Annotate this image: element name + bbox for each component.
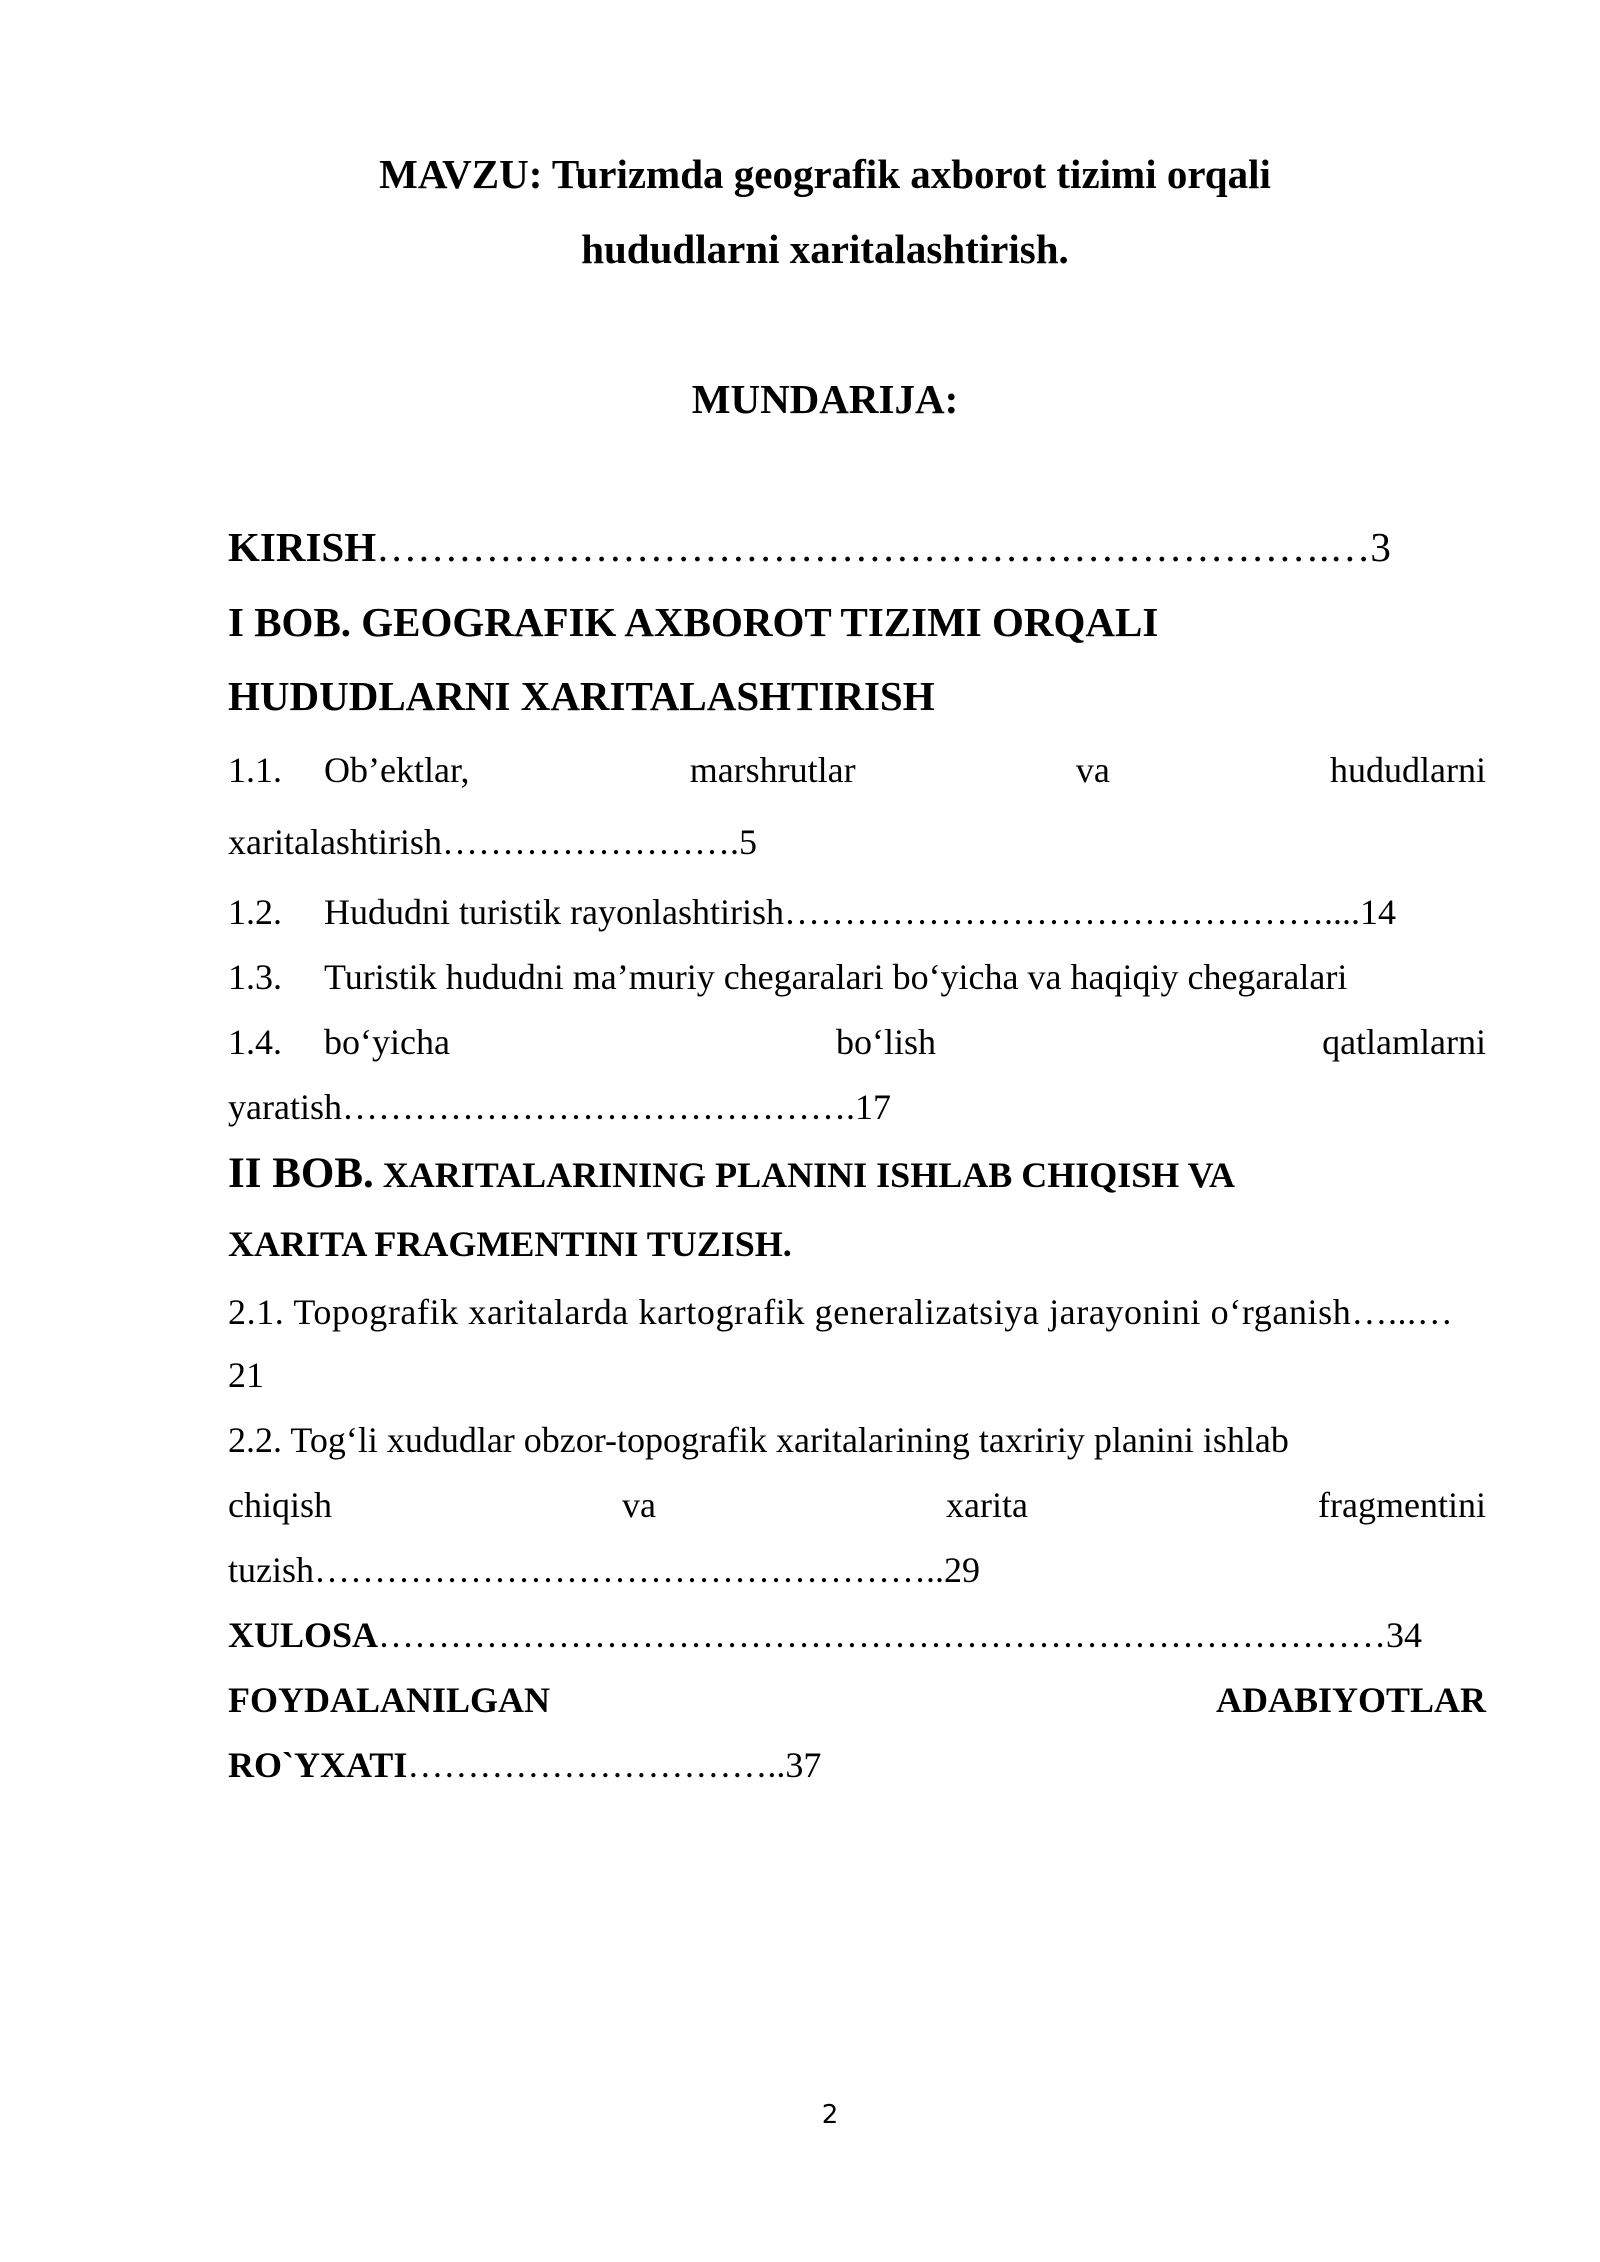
toc-1-2-leader: ………………………………………....	[783, 892, 1360, 932]
toc-1-4-continued-text: yaratish	[228, 1087, 342, 1127]
toc-1-1-page: 5	[738, 822, 757, 862]
toc-entry-xulosa	[228, 1613, 1486, 1657]
toc-1-4-leader: …………………………………….	[341, 1087, 855, 1127]
toc-entry-2-2-continued	[228, 1548, 1486, 1592]
toc-2-2-word: fragmentini	[1318, 1485, 1486, 1525]
toc-chapter-2-line-2: XARITA FRAGMENTINI TUZISH.	[228, 1224, 792, 1264]
toc-2-2-word: xarita	[946, 1485, 1028, 1525]
toc-entry-references	[228, 1678, 1486, 1722]
toc-entry-1-4	[228, 1020, 1486, 1064]
toc-entry-1-3	[228, 955, 1486, 999]
toc-entry-kirish	[228, 525, 1486, 571]
toc-xulosa-leader: …………………………………………………………………………	[378, 1615, 1387, 1655]
toc-chapter-2-prefix: II BOB.	[228, 1150, 374, 1197]
toc-entry-1-1	[228, 748, 1486, 792]
toc-2-2-continued-text: tuzish	[228, 1550, 314, 1590]
title-line-1: MAVZU: Turizmda geografik axborot tizimi orqali	[379, 151, 1271, 197]
toc-entry-1-4-continued	[228, 1085, 1486, 1129]
toc-1-4-word: qatlamlarni	[1322, 1022, 1486, 1062]
toc-1-1-word: Ob’ektlar,	[324, 750, 470, 790]
toc-references-word: ADABIYOTLAR	[1215, 1680, 1486, 1720]
title-line-2: hududlarni xaritalashtirish.	[581, 226, 1069, 272]
toc-1-2-page: 14	[1359, 892, 1396, 932]
toc-chapter-1-line-1: I BOB. GEOGRAFIK AXBOROT TIZIMI ORQALI	[228, 599, 1159, 645]
toc-chapter-2-title: XARITALARINING PLANINI ISHLAB CHIQISH VA	[382, 1155, 1235, 1195]
toc-1-1-number: 1.1.	[228, 750, 282, 790]
toc-entry-references-continued	[228, 1743, 1486, 1787]
toc-2-2-word: chiqish	[228, 1485, 332, 1525]
toc-references-leader: …………………………..	[407, 1745, 786, 1785]
toc-2-2-page: 29	[944, 1550, 980, 1590]
toc-1-2-text: Hududni turistik rayonlashtirish	[324, 892, 784, 932]
toc-1-1-word: marshrutlar	[689, 750, 856, 790]
toc-1-1-leader: …………………….	[441, 822, 739, 862]
contents-heading: MUNDARIJA:	[691, 376, 959, 422]
toc-1-1-word: hududlarni	[1329, 750, 1486, 790]
toc-entry-1-2	[228, 890, 1486, 934]
toc-kirish-leader: …………………………………………………………….…	[376, 524, 1371, 570]
toc-xulosa-label: XULOSA	[228, 1615, 379, 1655]
toc-kirish-label: KIRISH	[228, 524, 377, 570]
toc-chapter-2-line-1	[228, 1152, 1486, 1197]
toc-entry-1-1-continued	[228, 820, 1486, 864]
toc-1-2-number: 1.2.	[228, 892, 282, 932]
toc-1-3-number: 1.3.	[228, 957, 282, 997]
toc-1-4-word: bo‘yicha	[324, 1022, 450, 1062]
toc-1-4-page: 17	[854, 1087, 891, 1127]
toc-references-page: 37	[785, 1745, 822, 1785]
toc-xulosa-page: 34	[1386, 1615, 1423, 1655]
toc-1-1-continued-text: xaritalashtirish	[228, 822, 442, 862]
toc-1-3-text: Turistik hududni ma’muriy chegaralari bo‘yicha va haqiqiy chegaralari	[324, 957, 1348, 997]
toc-2-1-page: 21	[228, 1355, 264, 1395]
toc-2-2-leader: ……………………………………………..	[314, 1550, 944, 1590]
toc-1-4-word: bo‘lish	[836, 1022, 937, 1062]
toc-kirish-page: 3	[1370, 524, 1391, 570]
toc-1-4-number: 1.4.	[228, 1022, 282, 1062]
toc-references-line-2: RO`YXATI	[228, 1745, 408, 1785]
toc-chapter-1-line-2: HUDUDLARNI XARITALASHTIRISH	[228, 673, 935, 719]
toc-entry-2-1: 2.1. Topografik xaritalarda kartografik generalizatsiya jarayonini o‘rganish…...…	[228, 1292, 1454, 1332]
toc-references-word: FOYDALANILGAN	[228, 1680, 551, 1720]
page-number: 2	[821, 2100, 839, 2130]
toc-entry-2-2-line-2	[228, 1483, 1486, 1527]
toc-entry-2-2: 2.2. Tog‘li xududlar obzor-topografik xaritalarining taxririy planini ishlab	[228, 1420, 1289, 1460]
toc-2-2-word: va	[622, 1485, 657, 1525]
toc-1-1-word: va	[1075, 750, 1110, 790]
